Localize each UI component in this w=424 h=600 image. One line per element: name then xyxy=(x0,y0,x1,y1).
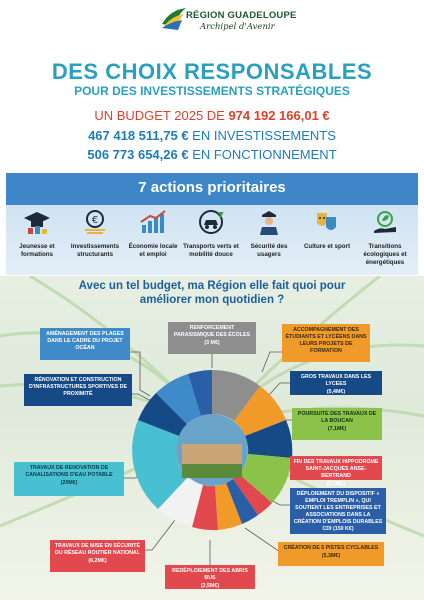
project-amount: (20M€) xyxy=(60,480,78,486)
priority-actions-title: 7 actions prioritaires xyxy=(138,179,286,196)
project-bus-shelters xyxy=(165,565,255,589)
project-sports-infra xyxy=(24,374,132,406)
project-amount: (5,4M€) xyxy=(326,389,346,395)
action-label: Culture et sport xyxy=(303,243,351,250)
investment-amount: 467 418 511,75 € xyxy=(88,128,189,143)
project-label: FIN DES TRAVAUX HIPPODROME SAINT-JACQUES ANSE-BERTRAND xyxy=(293,459,379,479)
operating-label: EN FONCTIONNEMENT xyxy=(188,147,337,162)
page-title: DES CHOIX RESPONSABLES xyxy=(51,59,373,84)
action-label: Transitions écologiques et énergétiques xyxy=(363,243,407,266)
page-subtitle: POUR DES INVESTISSEMENTS STRATÉGIQUES xyxy=(74,84,350,98)
project-boucan xyxy=(292,408,382,440)
project-students xyxy=(282,324,370,362)
project-cycling-lanes xyxy=(278,542,384,566)
project-schools-seismic xyxy=(168,322,256,354)
projects-donut-chart xyxy=(130,358,294,542)
project-label: TRAVAUX DE MISE EN SÉCURITÉ DU RÉSEAU ROUTIER NATIONAL xyxy=(54,543,141,556)
project-label: ACCOMPAGNEMENT DES ÉTUDIANTS ET LYCÉENS DANS LEURS PROJETS DE FORMATION xyxy=(285,327,367,354)
project-beaches xyxy=(40,328,130,360)
building-photo-shape xyxy=(182,444,242,464)
project-water-pipes xyxy=(14,462,124,496)
project-label: CRÉATION DE 5 PISTES CYCLABLES xyxy=(283,545,379,551)
project-label: TRAVAUX DE RENOVATION DE CANALISATIONS D'EAU POTABLE xyxy=(25,465,113,478)
project-label: RENFORCEMENT PARASISMIQUE DES ÉCOLES xyxy=(173,325,251,338)
project-road-safety xyxy=(50,540,145,572)
budget-amount: 974 192 166,01 € xyxy=(228,108,330,123)
project-amount: (2,5M€) xyxy=(200,583,220,589)
project-emploi-tremplin xyxy=(290,488,386,534)
project-amount: (3 M€) xyxy=(204,340,220,346)
project-label: POURSUITE DES TRAVAUX DE LA BOUCAN xyxy=(297,411,377,424)
project-amount: (7,1M€) xyxy=(327,426,347,432)
operating-amount: 506 773 654,26 € xyxy=(87,147,189,162)
action-label: Sécurité des usagers xyxy=(250,243,288,258)
action-label: Économie locale et emploi xyxy=(128,243,178,258)
project-lycees xyxy=(290,371,382,395)
question-heading: Avec un tel budget, ma Région elle fait quoi pour améliorer mon quotidien ? xyxy=(78,280,346,306)
project-hippodrome xyxy=(290,456,382,487)
logo-tagline: Archipel d'Avenir xyxy=(200,22,275,32)
project-label: AMÉNAGEMENT DES PLAGES DANS LE CADRE DU PROJET OCÉAN xyxy=(46,331,124,351)
project-amount: (2,7M€) xyxy=(326,481,346,487)
project-amount: (6,2M€) xyxy=(88,558,107,564)
action-label: Transports verts et mobilité douce xyxy=(183,243,239,258)
svg-text:€: € xyxy=(91,215,99,226)
project-label: RÉNOVATION ET CONSTRUCTION D'INFRASTRUCTURES SPORTIVES DE PROXIMITÉ xyxy=(28,377,128,397)
project-amount: (5,3M€) xyxy=(321,553,341,559)
budget-prefix: UN BUDGET 2025 DE xyxy=(94,108,229,123)
investment-label: EN INVESTISSEMENTS xyxy=(188,128,336,143)
project-label: DÉPLOIEMENT DU DISPOSITIF « EMPLOI TREMPLIN », QUI SOUTIENT LES ENTREPRISES ET ASSOCIATIONS DANS LA CRÉATION D'EMPLOIS DURABLES CDI (150 K€) xyxy=(293,491,383,532)
action-label: Investissements structurants xyxy=(70,243,120,258)
action-label: Jeunesse et formations xyxy=(19,243,55,258)
project-label: GROS TRAVAUX DANS LES LYCEES xyxy=(300,374,372,387)
logo-name: RÉGION GUADELOUPE xyxy=(186,10,297,21)
project-label: REDÉPLOIEMENT DES ABRIS BUS xyxy=(172,568,248,581)
lawn-photo-shape xyxy=(182,464,242,478)
